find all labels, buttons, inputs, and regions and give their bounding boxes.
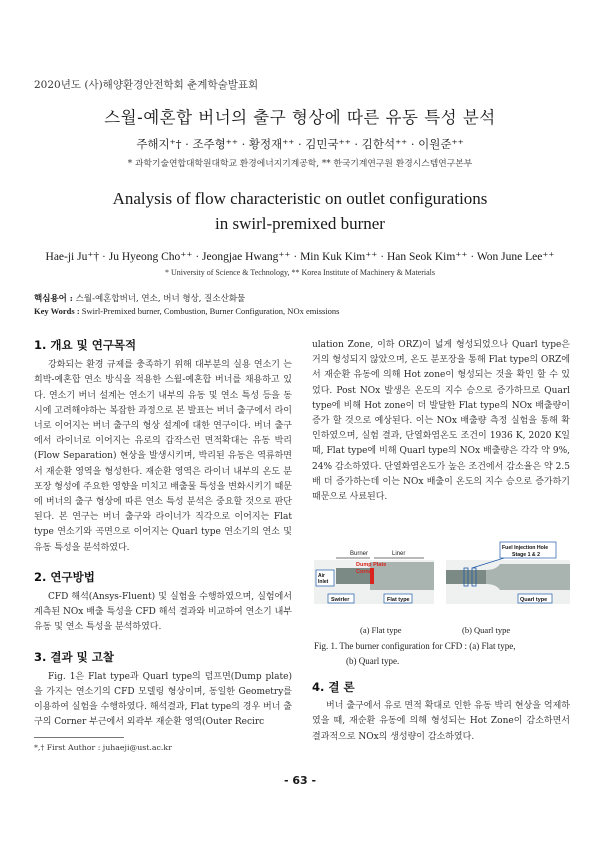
title-english-line2: in swirl-premixed burner xyxy=(215,214,385,233)
label-air: Air xyxy=(318,573,325,579)
label-stage: Stage 1 & 2 xyxy=(512,552,540,558)
keywords-korean-label: 핵심용어 : xyxy=(34,294,73,304)
section1-heading: 1. 개요 및 연구목적 xyxy=(34,338,137,352)
section4-heading: 4. 결 론 xyxy=(312,680,355,694)
quarl-liner xyxy=(486,564,570,590)
title-english xyxy=(0,186,600,236)
section3-body-right: ulation Zone, 이하 ORZ)이 넓게 형성되었으나 Quarl type은 거의 형성되지 않았으며, 온도 분포장을 통해 Flat type의 ORZ에서 재순환 유동에 의해 Hot zone이 형성되는 것을 확인 할 수 있었다. Post NOx 발생은 온도의 지수 승으로 증가하므로 Quarl type에 비해 Hot zone이 더 발달한 Flat type의 NOx 배출량이 증가 할 것으로 예상된다. 이는 NOx 배출량 측정 실험을 통해 확인하였으며, 실험 결과, 단열화염온도 조건이 1936 K, 2020 K일 때, Flat type에 비해 Quarl type의 NOx 배출량은 각각 약 9%, 24% 감소하였다. 단열화염온도가 높은 조건에서 감소율은 약 2.5배 더 증가하는데 이는 NOx 배출이 온도의 지수 승으로 증가하기 때문으로 사료된다. xyxy=(312,340,570,503)
label-flat-type: Flat type xyxy=(387,597,410,603)
label-burner: Burner xyxy=(350,551,369,557)
affiliation-english: * University of Science & Technology, ** Korea Institute of Machinery & Materials xyxy=(164,268,436,277)
keywords-english-text: Swirl-Premixed burner, Combustion, Burner Configuration, NOx emissions xyxy=(81,306,340,316)
footnote-rule xyxy=(34,737,124,738)
label-quarl-type: Quarl type xyxy=(520,597,548,603)
flat-type-diagram xyxy=(314,551,434,604)
section3-body-left: Fig. 1은 Flat type과 Quarl type의 덤프면(Dump plate)을 가지는 연소기의 CFD 모델링 형상이며, 동일한 Geometry를 이용하여 실험을 수행하였다. 해석결과, Flat type의 경우 버너 출구의 Corner 부근에서 외곽부 재순환 영역(Outer Recirc xyxy=(34,671,292,728)
title-english-line1: Analysis of flow characteristic on outlet configurations xyxy=(112,189,488,208)
section3-heading: 3. 결과 및 고찰 xyxy=(34,649,114,664)
section2-body: CFD 해석(Ansys-Fluent) 및 실험을 수행하였으며, 실험에서 계측된 NOx 배출 특성을 CFD 해석 결과와 비교하여 연소기 내부 유동 및 연소 특성을 분석하였다. xyxy=(34,592,292,633)
page-number: - 63 - xyxy=(283,774,317,787)
authors-korean: 주해지⁺† · 조주형⁺⁺ · 황정재⁺⁺ · 김민국⁺⁺ · 김한석⁺⁺ · 이원준⁺⁺ xyxy=(136,137,464,151)
title-korean: 스월-예혼합 버너의 출구 형상에 따른 유동 특성 분석 xyxy=(104,108,496,127)
label-fuel-injection: Fuel Injection Hole xyxy=(502,545,549,551)
left-column xyxy=(34,338,292,731)
label-liner: Liner xyxy=(392,551,406,557)
section1-body: 강화되는 환경 규제를 충족하기 위해 대부분의 실용 연소기 는 희박-예혼합 연소 방식을 적용한 스월-예혼합 버너를 채용하고 있다. 연소기 버너 설계는 연소기 내부의 유동 및 연소 특성 등을 동시에 고려해야하는 복잡한 과정으로 본 발표는 버너 출구에서 라이너로 이어지는 버너 출구의 형상 설계에 대한 연구이다. 버너 출구에서 라이너로 이어지는 유로의 갑작스런 면적확대는 유동 박리(Flow Separation) 현상을 발생시키며, 박리된 유동은 역류하면서 재순환 영역을 형성한다. 재순환 영역은 라이너 내부의 온도 분포장 형성에 주요한 영향을 미치고 배출물 특성을 변화시키기 때문에 버너의 출구 형상에 따른 연소 특성 분석은 중요할 것으로 판단된다. 본 연구는 버너 출구와 라이너가 직각으로 이어지는 Flat type 연소기와 곡면으로 이어지는 Quarl type 연소기의 연소 및 유동 특성을 분석하였다. xyxy=(34,360,292,553)
label-swirler: Swirler xyxy=(331,597,350,603)
figure-caption-line2: (b) Quarl type. xyxy=(346,656,400,666)
label-dump-plate: Dump Plate xyxy=(356,562,387,568)
keywords-korean xyxy=(34,292,245,304)
label-corner: Corner xyxy=(356,569,375,575)
keywords-english xyxy=(34,306,340,316)
right-column-bottom xyxy=(312,680,570,745)
figure-caption-line1: Fig. 1. The burner configuration for CFD : (a) Flat type, xyxy=(314,641,516,651)
authors-english: Hae-ji Ju⁺† · Ju Hyeong Cho⁺⁺ · Jeongjae Hwang⁺⁺ · Min Kuk Kim⁺⁺ · Han Seok Kim⁺⁺ · Won June Lee⁺⁺ xyxy=(45,251,555,263)
burner-configuration-figure xyxy=(314,522,570,622)
subcaption-b: (b) Quarl type xyxy=(462,625,511,635)
section2-heading: 2. 연구방법 xyxy=(34,569,95,584)
keywords-english-label: Key Words : xyxy=(34,306,80,316)
footnote: *,† First Author : juhaeji@ust.ac.kr xyxy=(34,743,172,752)
quarl-type-diagram xyxy=(446,542,570,604)
quarl-burner xyxy=(446,570,486,584)
keywords-korean-text: 스월-예혼합버너, 연소, 버너 형상, 질소산화물 xyxy=(75,294,246,304)
right-column-top xyxy=(312,338,570,505)
section4-body: 버너 출구에서 유로 면적 확대로 인한 유동 박리 현상을 억제하였을 때, 재순환 유동에 의해 형성되는 Hot Zone이 감소하면서 결과적으로 NOx의 생성량이 감소하였다. xyxy=(312,701,570,742)
affiliation-korean: * 과학기술연합대학원대학교 환경에너지기계공학, ** 한국기계연구원 환경시스템연구본부 xyxy=(127,159,473,169)
conference-name: 2020년도 (사)해양환경안전학회 춘계학술발표회 xyxy=(34,79,259,91)
subcaption-a: (a) Flat type xyxy=(360,625,402,635)
label-inlet: Inlet xyxy=(318,579,329,585)
